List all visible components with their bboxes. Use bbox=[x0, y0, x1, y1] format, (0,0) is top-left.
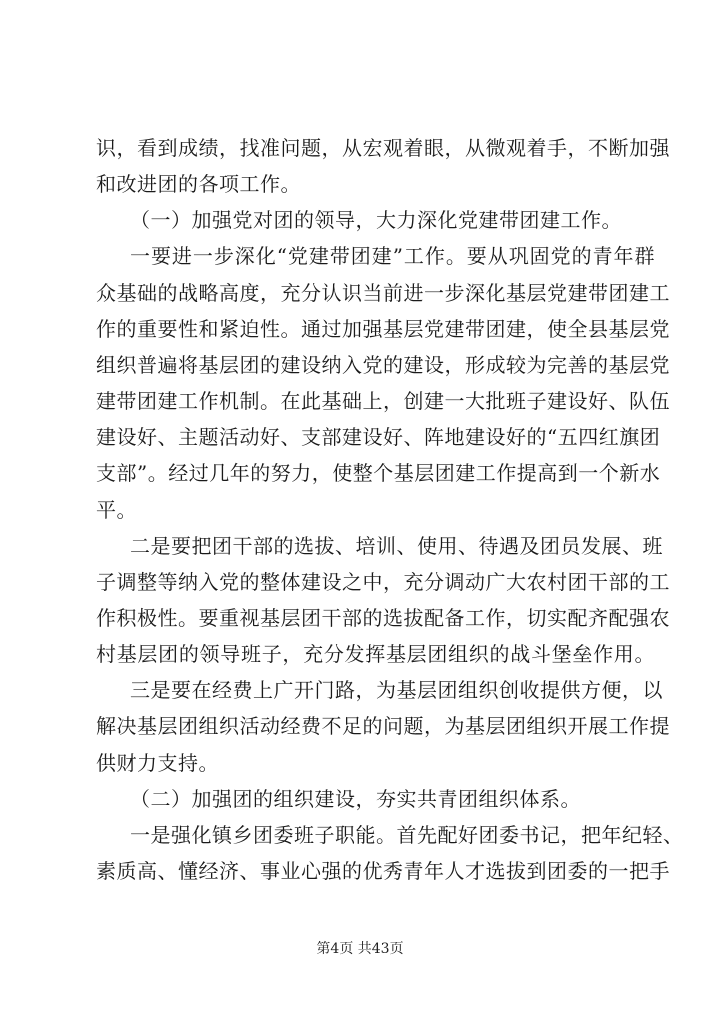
text-line: 解决基层团组织活动经费不足的问题，为基层团组织开展工作提 bbox=[96, 714, 670, 739]
text-line: 平。 bbox=[96, 497, 137, 522]
text-line: （二）加强团的组织建设，夯实共青团组织体系。 bbox=[130, 786, 581, 811]
text-line: 组织普遍将基层团的建设纳入党的建设，形成较为完善的基层党 bbox=[96, 352, 670, 377]
text-line: 一要进一步深化“党建带团建”工作。要从巩固党的青年群 bbox=[130, 244, 655, 269]
text-line: 子调整等纳入党的整体建设之中，充分调动广大农村团干部的工 bbox=[96, 569, 670, 594]
text-line: 一是强化镇乡团委班子职能。首先配好团委书记，把年纪轻、 bbox=[130, 822, 684, 847]
text-line: 和改进团的各项工作。 bbox=[96, 172, 301, 197]
text-line: （一）加强党对团的领导，大力深化党建带团建工作。 bbox=[130, 208, 622, 233]
text-line: 支部”。经过几年的努力，使整个基层团建工作提高到一个新水 bbox=[96, 461, 661, 486]
page-footer: 第4页 共43页 bbox=[316, 941, 404, 957]
text-line: 建设好、主题活动好、支部建设好、阵地建设好的“五四红旗团 bbox=[96, 425, 661, 450]
text-line: 三是要在经费上广开门路，为基层团组织创收提供方便，以 bbox=[130, 678, 663, 703]
text-line: 作的重要性和紧迫性。通过加强基层党建带团建，使全县基层党 bbox=[96, 316, 670, 341]
text-line: 建带团建工作机制。在此基础上，创建一大批班子建设好、队伍 bbox=[96, 389, 670, 414]
text-line: 识，看到成绩，找准问题，从宏观着眼，从微观着手，不断加强 bbox=[96, 136, 670, 160]
text-line: 众基础的战略高度，充分认识当前进一步深化基层党建带团建工 bbox=[96, 280, 670, 305]
text-line: 供财力支持。 bbox=[96, 750, 219, 775]
text-line: 村基层团的领导班子，充分发挥基层团组织的战斗堡垒作用。 bbox=[96, 642, 655, 667]
text-line: 素质高、懂经济、事业心强的优秀青年人才选拔到团委的一把手 bbox=[96, 859, 670, 883]
text-line: 二是要把团干部的选拔、培训、使用、待遇及团员发展、班 bbox=[130, 533, 663, 558]
text-line: 作积极性。要重视基层团干部的选拔配备工作，切实配齐配强农 bbox=[96, 605, 670, 630]
